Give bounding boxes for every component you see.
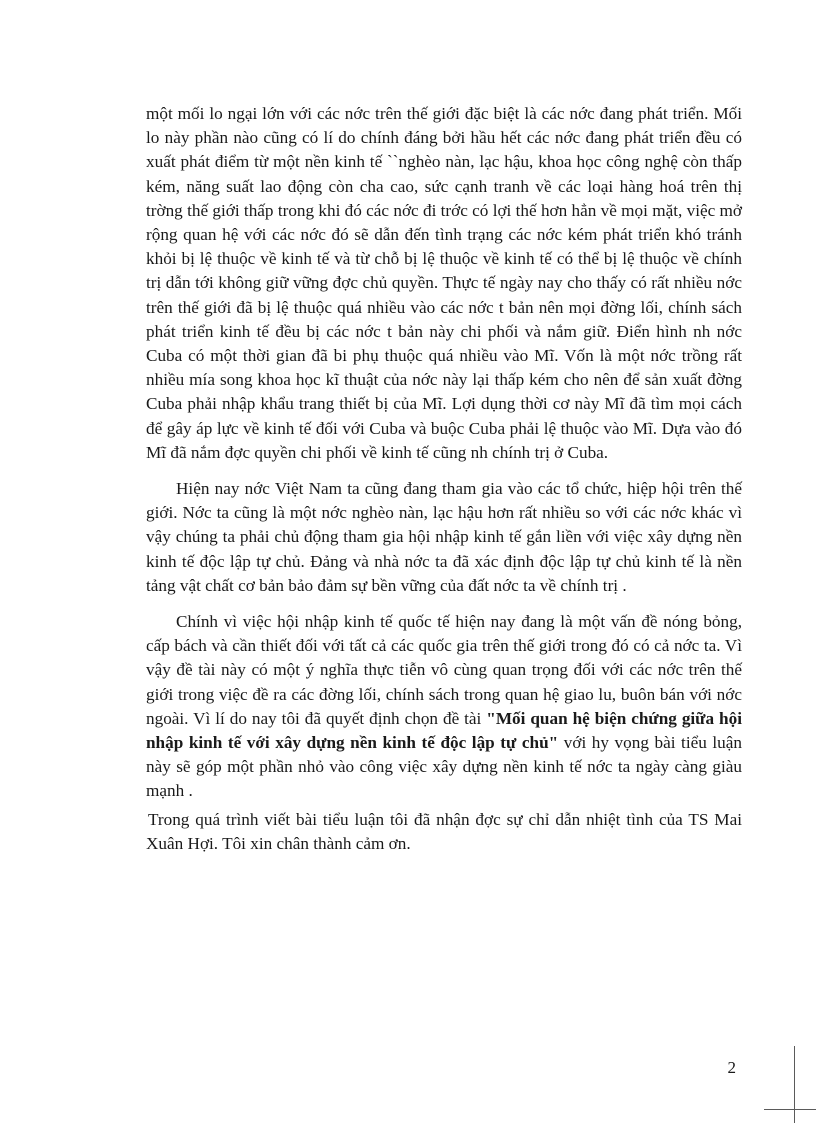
paragraph-3 [146, 610, 742, 804]
paragraph-2: Hiện nay nớc Việt Nam ta cũng đang tham gia vào các tổ chức, hiệp hội trên thế giới. Nớc ta cũng là một nớc nghèo nàn, lạc hậu hơn rất nhiều so với các nớc khác vì vậy chúng ta phải chủ động tham gia hội nhập kinh tế gắn liền với việc xây dựng nền kinh tế độc lập tự chủ. Đảng và nhà nớc ta đã xác định độc lập tự chủ kinh tế là nền tảng vật chất cơ bản bảo đảm sự bền vững của đất nớc ta về chính trị . [146, 479, 742, 595]
page-number: 2 [727, 1058, 736, 1077]
crop-mark-vertical [794, 1046, 795, 1123]
paragraph-3-text-after: với hy vọng bài tiểu luận này sẽ góp một phần nhỏ vào công việc xây dựng nền kinh tế nớc ta ngày càng giàu mạnh . [146, 733, 742, 801]
paragraph-3-text-before: Chính vì việc hội nhập kinh tế quốc tế hiện nay đang là một vấn đề nóng bỏng, cấp bách và cần thiết đối với tất cả các quốc gia trên thế giới trong đó có cả nớc ta. Vì vậy đề tài này có một ý nghĩa thực tiễn vô cùng quan trọng đối với các nớc trên thế giới trong việc đề ra các đờng lối, chính sách trong quan hệ giao lu, buôn bán với nớc ngoài. Vì lí do nay tôi đã quyết định chọn đề tài [146, 612, 742, 728]
essay-title: "Mối quan hệ biện chứng giữa hội nhập kinh tế với xây dựng nền kinh tế độc lập tự chủ" [146, 708, 742, 753]
crop-mark-horizontal [764, 1109, 816, 1110]
paragraph-1: một mối lo ngại lớn với các nớc trên thế giới đặc biệt là các nớc đang phát triển. Mối lo này phần nào cũng có lí do chính đáng bởi hầu hết các nớc đang phát triển đều có xuất phát điểm từ một nền kinh tế ``nghèo nàn, lạc hậu, khoa học công nghệ còn thấp kém, năng suất lao động còn cha cao, sức cạnh tranh về các loại hàng hoá trên thị trờng thế giới thấp trong khi đó các nớc đi trớc có lợi thế hơn hẳn về mọi mặt, việc mở rộng quan hệ với các nớc đó sẽ dẫn đến tình trạng các nớc kém phát triển khó tránh khỏi bị lệ thuộc về kinh tế và từ chỗ bị lệ thuộc về kinh tế có thể bị lệ thuộc về chính trị dẫn tới không giữ vững đợc chủ quyền. Thực tế ngày nay cho thấy có rất nhiều nớc trên thế giới đã bị lệ thuộc quá nhiều vào các nớc t bản nên mọi đờng lối, chính sách phát triển kinh tế đều bị các nớc t bản này chi phối và nắm giữ. Điển hình nh nớc Cuba có một thời gian đã bi phụ thuộc quá nhiều vào Mĩ. Vốn là một nớc trồng rất nhiều mía song khoa học kĩ thuật của nớc này lại thấp kém cho nên để sản xuất đờng Cuba phải nhập khẩu trang thiết bị của Mĩ. Lợi dụng thời cơ này Mĩ đã tìm mọi cách để gây áp lực về kinh tế đối với Cuba và buộc Cuba phải lệ thuộc vào Mĩ. Dựa vào đó Mĩ đã nắm đợc quyền chi phối về kinh tế cũng nh chính trị ở Cuba. [146, 104, 742, 462]
document-body [146, 102, 742, 856]
paragraph-4: Trong quá trình viết bài tiểu luận tôi đã nhận đợc sự chỉ dẫn nhiệt tình của TS Mai Xuân Hợi. Tôi xin chân thành cảm ơn. [146, 809, 742, 853]
